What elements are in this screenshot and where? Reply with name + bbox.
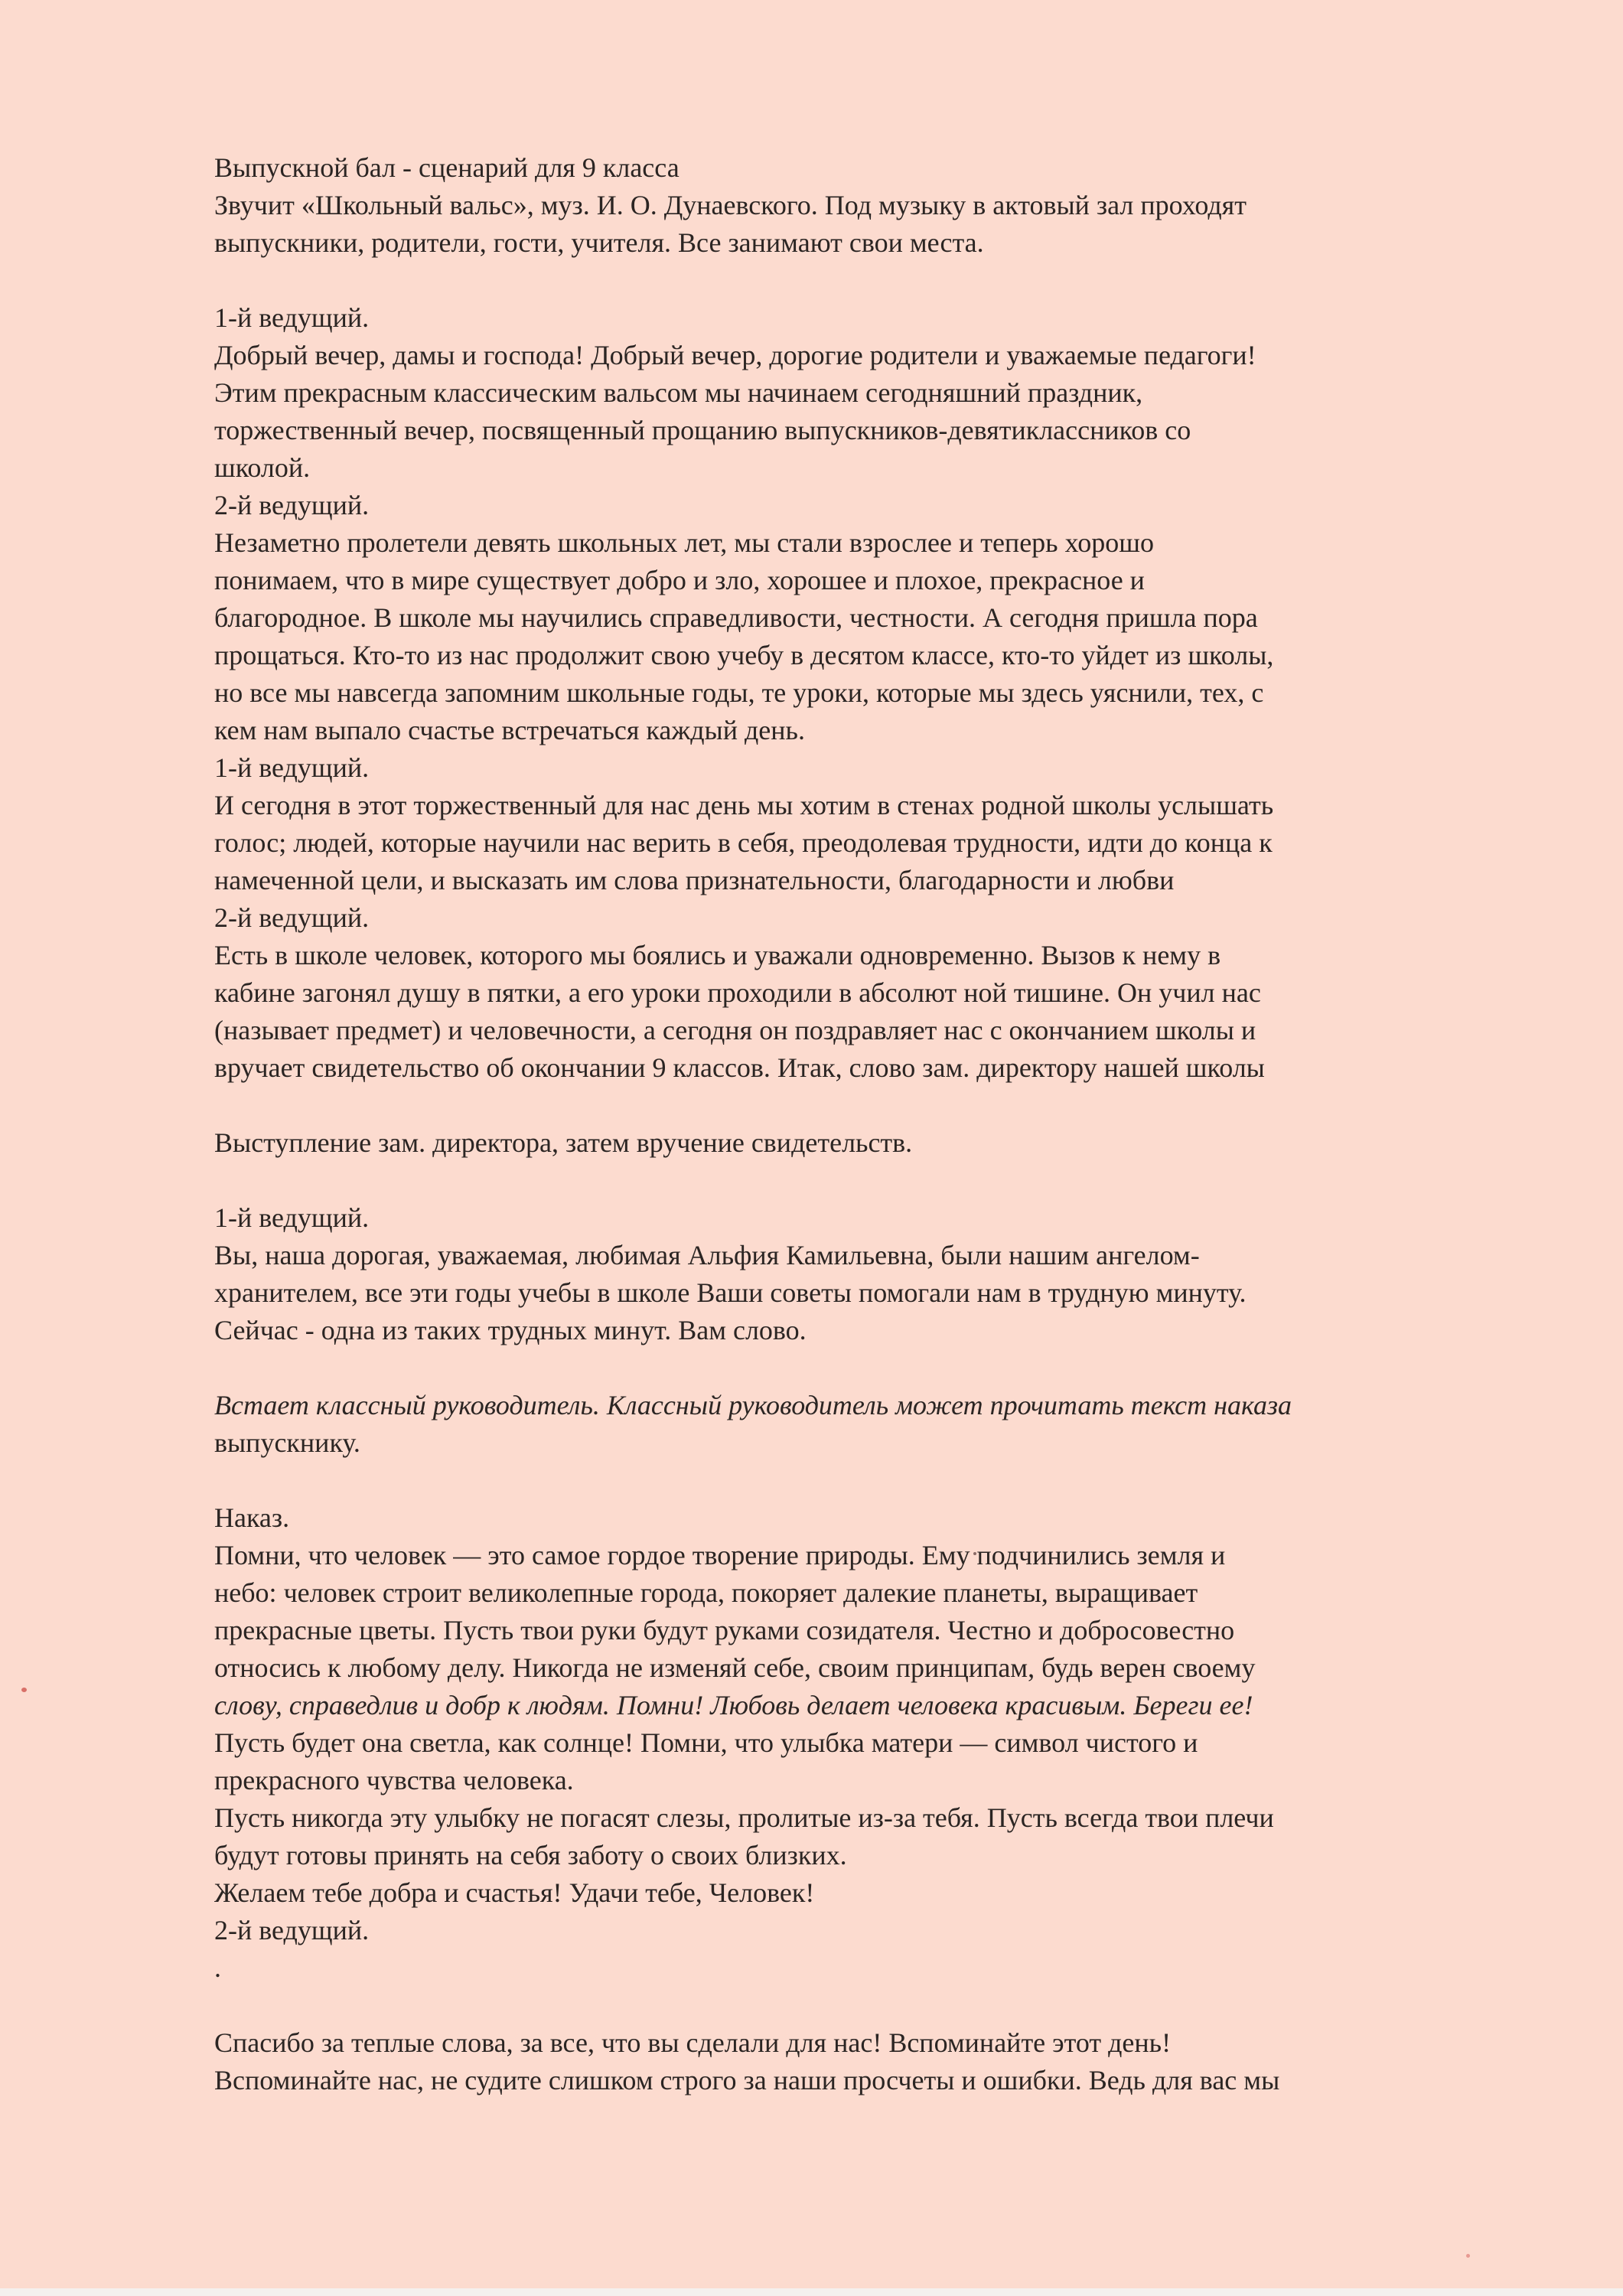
- stage-remark: Встает классный руководитель. Классный руководитель может прочитать текст наказа: [214, 1390, 1292, 1420]
- speaker-label: 1-й ведущий.: [214, 1202, 370, 1233]
- blank-line: [214, 262, 1515, 299]
- paragraph-line: Вы, наша дорогая, уважаемая, любимая Альфия Камильевна, были нашим ангелом-: [214, 1240, 1200, 1270]
- paragraph-line: Этим прекрасным классическим вальсом мы начинаем сегодняшний праздник,: [214, 377, 1143, 408]
- paragraph-line: намеченной цели, и высказать им слова признательности, благодарности и любви: [214, 865, 1175, 895]
- blank-line: [214, 1162, 1515, 1199]
- paragraph-line: кабине загонял душу в пятки, а его уроки проходили в абсолют ной тишине. Он учил нас: [214, 977, 1261, 1008]
- speaker-label: 1-й ведущий.: [214, 302, 370, 333]
- document-text: [214, 149, 1515, 2099]
- speaker-label: 2-й ведущий.: [214, 902, 370, 933]
- speaker-label: 2-й ведущий.: [214, 490, 370, 520]
- blank-line: [214, 1987, 1515, 2024]
- intro-line: Звучит «Школьный вальс», муз. И. О. Дунаевского. Под музыку в актовый зал проходят: [214, 190, 1247, 220]
- paragraph-line: Сейчас - одна из таких трудных минут. Вам слово.: [214, 1315, 807, 1345]
- paragraph-line: Есть в школе человек, которого мы боялись и уважали одновременно. Вызов к нему в: [214, 940, 1221, 970]
- speaker-label: 1-й ведущий.: [214, 752, 370, 783]
- paragraph-line: Пусть никогда эту улыбку не погасят слезы, пролитые из-за тебя. Пусть всегда твои плечи: [214, 1802, 1274, 1833]
- speaker-label: 2-й ведущий.: [214, 1915, 370, 1945]
- paragraph-line: относись к любому делу. Никогда не изменяй себе, своим принципам, будь верен своему: [214, 1652, 1256, 1683]
- blank-line: [214, 1087, 1515, 1124]
- paragraph-line: торжественный вечер, посвященный прощанию выпускников-девятиклассников со: [214, 415, 1191, 445]
- paragraph-line: прощаться. Кто-то из нас продолжит свою учебу в десятом классе, кто-то уйдет из школы,: [214, 640, 1274, 670]
- paragraph-line: Незаметно пролетели девять школьных лет, мы стали взрослее и теперь хорошо: [214, 527, 1154, 558]
- paragraph-line: школой.: [214, 452, 311, 483]
- paragraph-line: Вспоминайте нас, не судите слишком строго за наши просчеты и ошибки. Ведь для вас мы: [214, 2065, 1280, 2095]
- blank-line: [214, 1462, 1515, 1499]
- ink-dot-mark: [21, 1688, 27, 1692]
- paragraph-line: Добрый вечер, дамы и господа! Добрый вечер, дорогие родители и уважаемые педагоги!: [214, 340, 1256, 370]
- document-title: Выпускной бал - сценарий для 9 класса: [214, 152, 680, 183]
- paragraph-line: (называет предмет) и человечности, а сегодня он поздравляет нас с окончанием школы и: [214, 1015, 1256, 1045]
- paragraph-line: Помни, что человек — это самое гордое творение природы. Ему подчинились земля и: [214, 1540, 1226, 1570]
- scan-bottom-edge: [0, 2288, 1623, 2296]
- paragraph-line: будут готовы принять на себя заботу о своих близких.: [214, 1840, 847, 1870]
- paragraph-line: хранителем, все эти годы учебы в школе Ваши советы помогали нам в трудную минуту.: [214, 1277, 1247, 1308]
- paragraph-line: Пусть будет она светла, как солнце! Помни, что улыбка матери — символ чистого и: [214, 1727, 1198, 1758]
- section-heading: Наказ.: [214, 1502, 290, 1533]
- paragraph-line: слову, справедлив и добр к людям. Помни! Любовь делает человека красивым. Береги ее!: [214, 1690, 1253, 1720]
- paragraph-line: голос; людей, которые научили нас верить в себя, преодолевая трудности, идти до конца к: [214, 827, 1273, 858]
- paragraph-line: И сегодня в этот торжественный для нас день мы хотим в стенах родной школы услышать: [214, 790, 1274, 820]
- paragraph-line: понимаем, что в мире существует добро и зло, хорошее и плохое, прекрасное и: [214, 565, 1145, 595]
- blank-line: [214, 1349, 1515, 1387]
- paragraph-line: но все мы навсегда запомним школьные годы, те уроки, которые мы здесь уяснили, тех, с: [214, 677, 1264, 708]
- paragraph-line: Спасибо за теплые слова, за все, что вы сделали для нас! Вспоминайте этот день!: [214, 2027, 1172, 2058]
- paragraph-line: кем нам выпало счастье встречаться каждый день.: [214, 715, 805, 745]
- paragraph-line: вручает свидетельство об окончании 9 классов. Итак, слово зам. директору нашей школы: [214, 1052, 1265, 1083]
- paragraph-line: прекрасного чувства человека.: [214, 1765, 574, 1795]
- paragraph-line: благородное. В школе мы научились справедливости, честности. А сегодня пришла пора: [214, 602, 1258, 633]
- paragraph-line: Желаем тебе добра и счастья! Удачи тебе, Человек!: [214, 1877, 815, 1908]
- ink-dot-mark: [1466, 2254, 1470, 2258]
- paragraph-line: небо: человек строит великолепные города, покоряет далекие планеты, выращивает: [214, 1577, 1198, 1608]
- stage-remark: выпускнику.: [214, 1427, 360, 1458]
- paragraph-line: прекрасные цветы. Пусть твои руки будут руками созидателя. Честно и добросовестно: [214, 1615, 1235, 1645]
- stage-remark: Выступление зам. директора, затем вручение свидетельств.: [214, 1127, 913, 1158]
- intro-line: выпускники, родители, гости, учителя. Все занимают свои места.: [214, 227, 984, 258]
- stray-dot: .: [214, 1952, 221, 1983]
